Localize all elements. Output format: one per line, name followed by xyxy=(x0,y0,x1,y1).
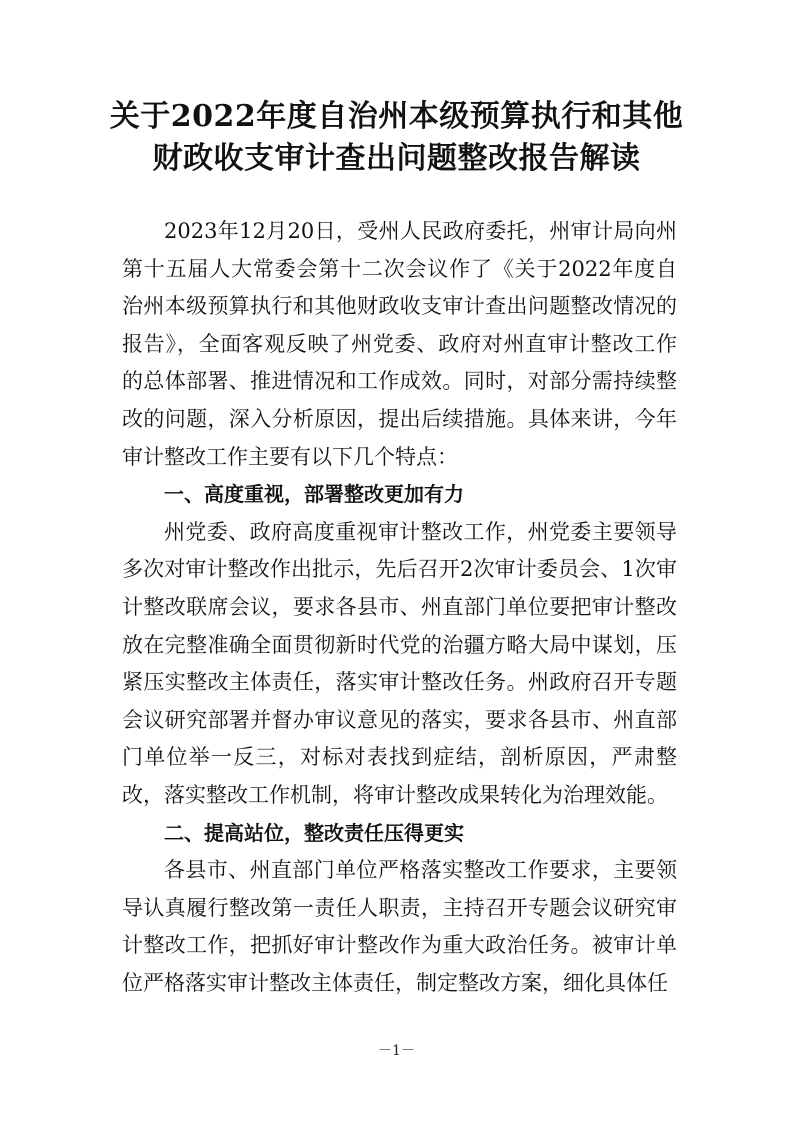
document-body xyxy=(122,213,677,1002)
section-1-heading: 一、高度重视，部署整改更加有力 xyxy=(164,482,464,507)
section-2-heading: 二、提高站位，整改责任压得更实 xyxy=(164,820,464,845)
intro-paragraph: 2023年12月20日，受州人民政府委托，州审计局向州第十五届人大常委会第十二次会议作了《关于2022年度自治州本级预算执行和其他财政收支审计查出问题整改情况的报告》，全面客观反映了州党委、政府对州直审计整改工作的总体部署、推进情况和工作成效。同时，对部分需持续整改的问题，深入分析原因，提出后续措施。具体来讲，今年审计整改工作主要有以下几个特点： xyxy=(122,219,677,469)
page-number: －1－ xyxy=(378,1043,415,1059)
title-line-1: 关于2022年度自治州本级预算执行和其他 xyxy=(109,99,684,134)
section-2-paragraph: 各县市、州直部门单位严格落实整改工作要求，主要领导认真履行整改第一责任人职责，主持召开专题会议研究审计整改工作，把抓好审计整改作为重大政治任务。被审计单位严格落实审计整改主体责任，制定整改方案，细化具体任 xyxy=(122,858,677,995)
section-1-paragraph: 州党委、政府高度重视审计整改工作，州党委主要领导多次对审计整改作出批示，先后召开2次审计委员会、1次审计整改联席会议，要求各县市、州直部门单位要把审计整改放在完整准确全面贯彻新时代党的治疆方略大局中谋划，压紧压实整改主体责任，落实审计整改任务。州政府召开专题会议研究部署并督办审议意见的落实，要求各县市、州直部门单位举一反三，对标对表找到症结，剖析原因，严肃整改，落实整改工作机制，将审计整改成果转化为治理效能。 xyxy=(122,519,677,807)
title-line-2: 财政收支审计查出问题整改报告解读 xyxy=(152,141,641,176)
document-title xyxy=(100,96,693,180)
